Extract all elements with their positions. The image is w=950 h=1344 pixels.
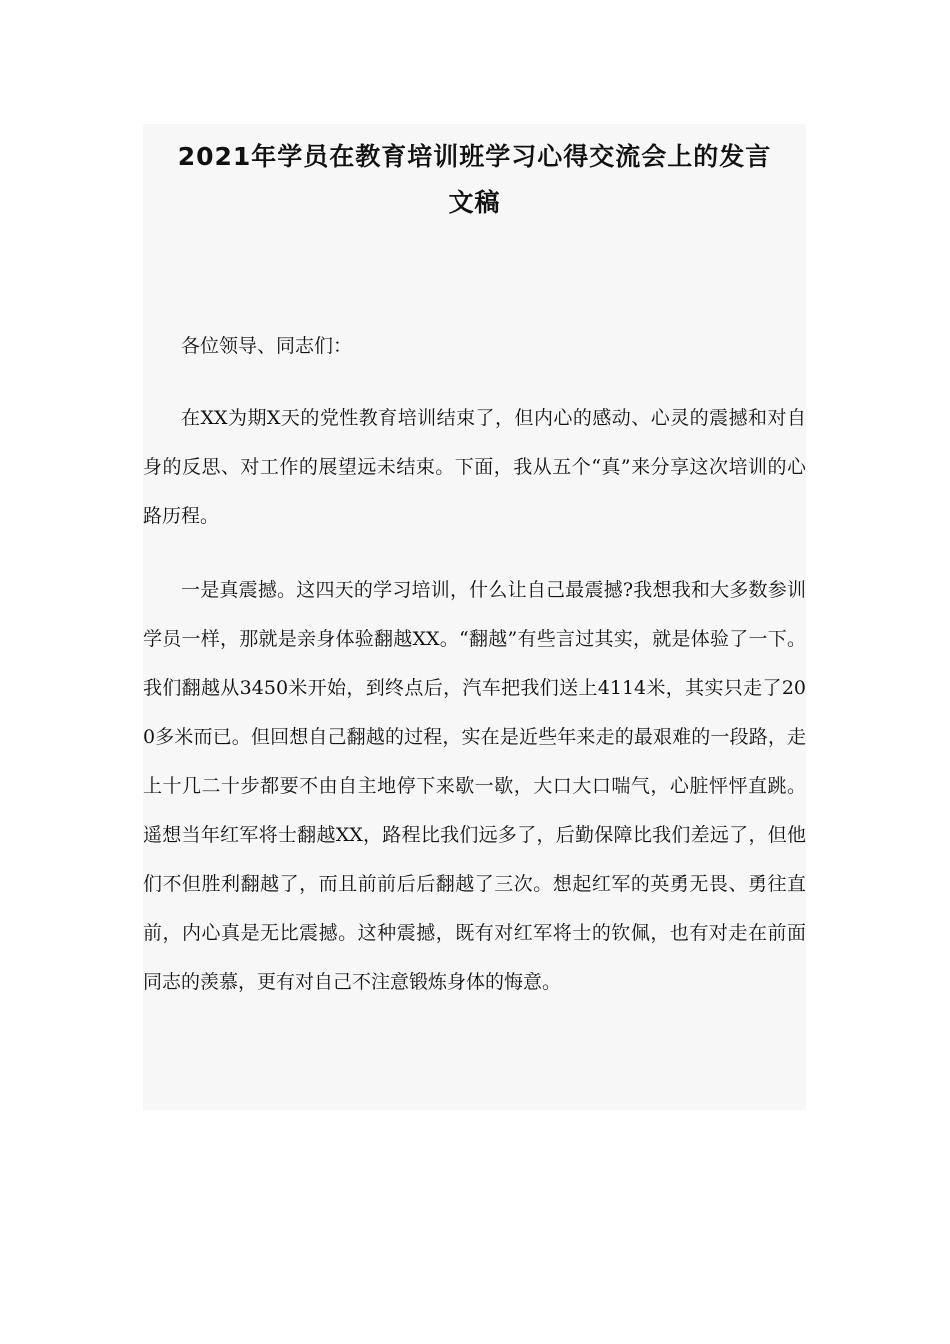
salutation: 各位领导、同志们： bbox=[181, 335, 353, 357]
paragraph-first-point: 一是真震撼。这四天的学习培训，什么让自己最震撼?我想我和大多数参训学员一样，那就是亲身体验翻越XX。“翻越”有些言过其实，就是体验了一下。我们翻越从3450米开始，到终点后，汽车把我们送上4114米，其实只走了200多米而已。但回想自己翻越的过程，实在是近些年来走的最艰难的一段路，走上十几二十步都要不由自主地停下来歇一歇，大口大口喘气，心脏怦怦直跳。遥想当年红军将士翻越XX，路程比我们远多了，后勤保障比我们差远了，但他们不但胜利翻越了，而且前前后后翻越了三次。想起红军的英勇无畏、勇往直前，内心真是无比震撼。这种震撼，既有对红军将士的钦佩，也有对走在前面同志的羡慕，更有对自己不注意锻炼身体的悔意。 bbox=[143, 579, 806, 993]
document-title bbox=[143, 124, 806, 226]
title-line-2: 文稿 bbox=[448, 188, 501, 217]
document-page bbox=[143, 124, 806, 1110]
title-line-1: 2021年学员在教育培训班学习心得交流会上的发言 bbox=[177, 142, 772, 171]
paragraph-intro: 在XX为期X天的党性教育培训结束了，但内心的感动、心灵的震撼和对自身的反思、对工作的展望远未结束。下面，我从五个“真”来分享这次培训的心路历程。 bbox=[143, 407, 806, 527]
